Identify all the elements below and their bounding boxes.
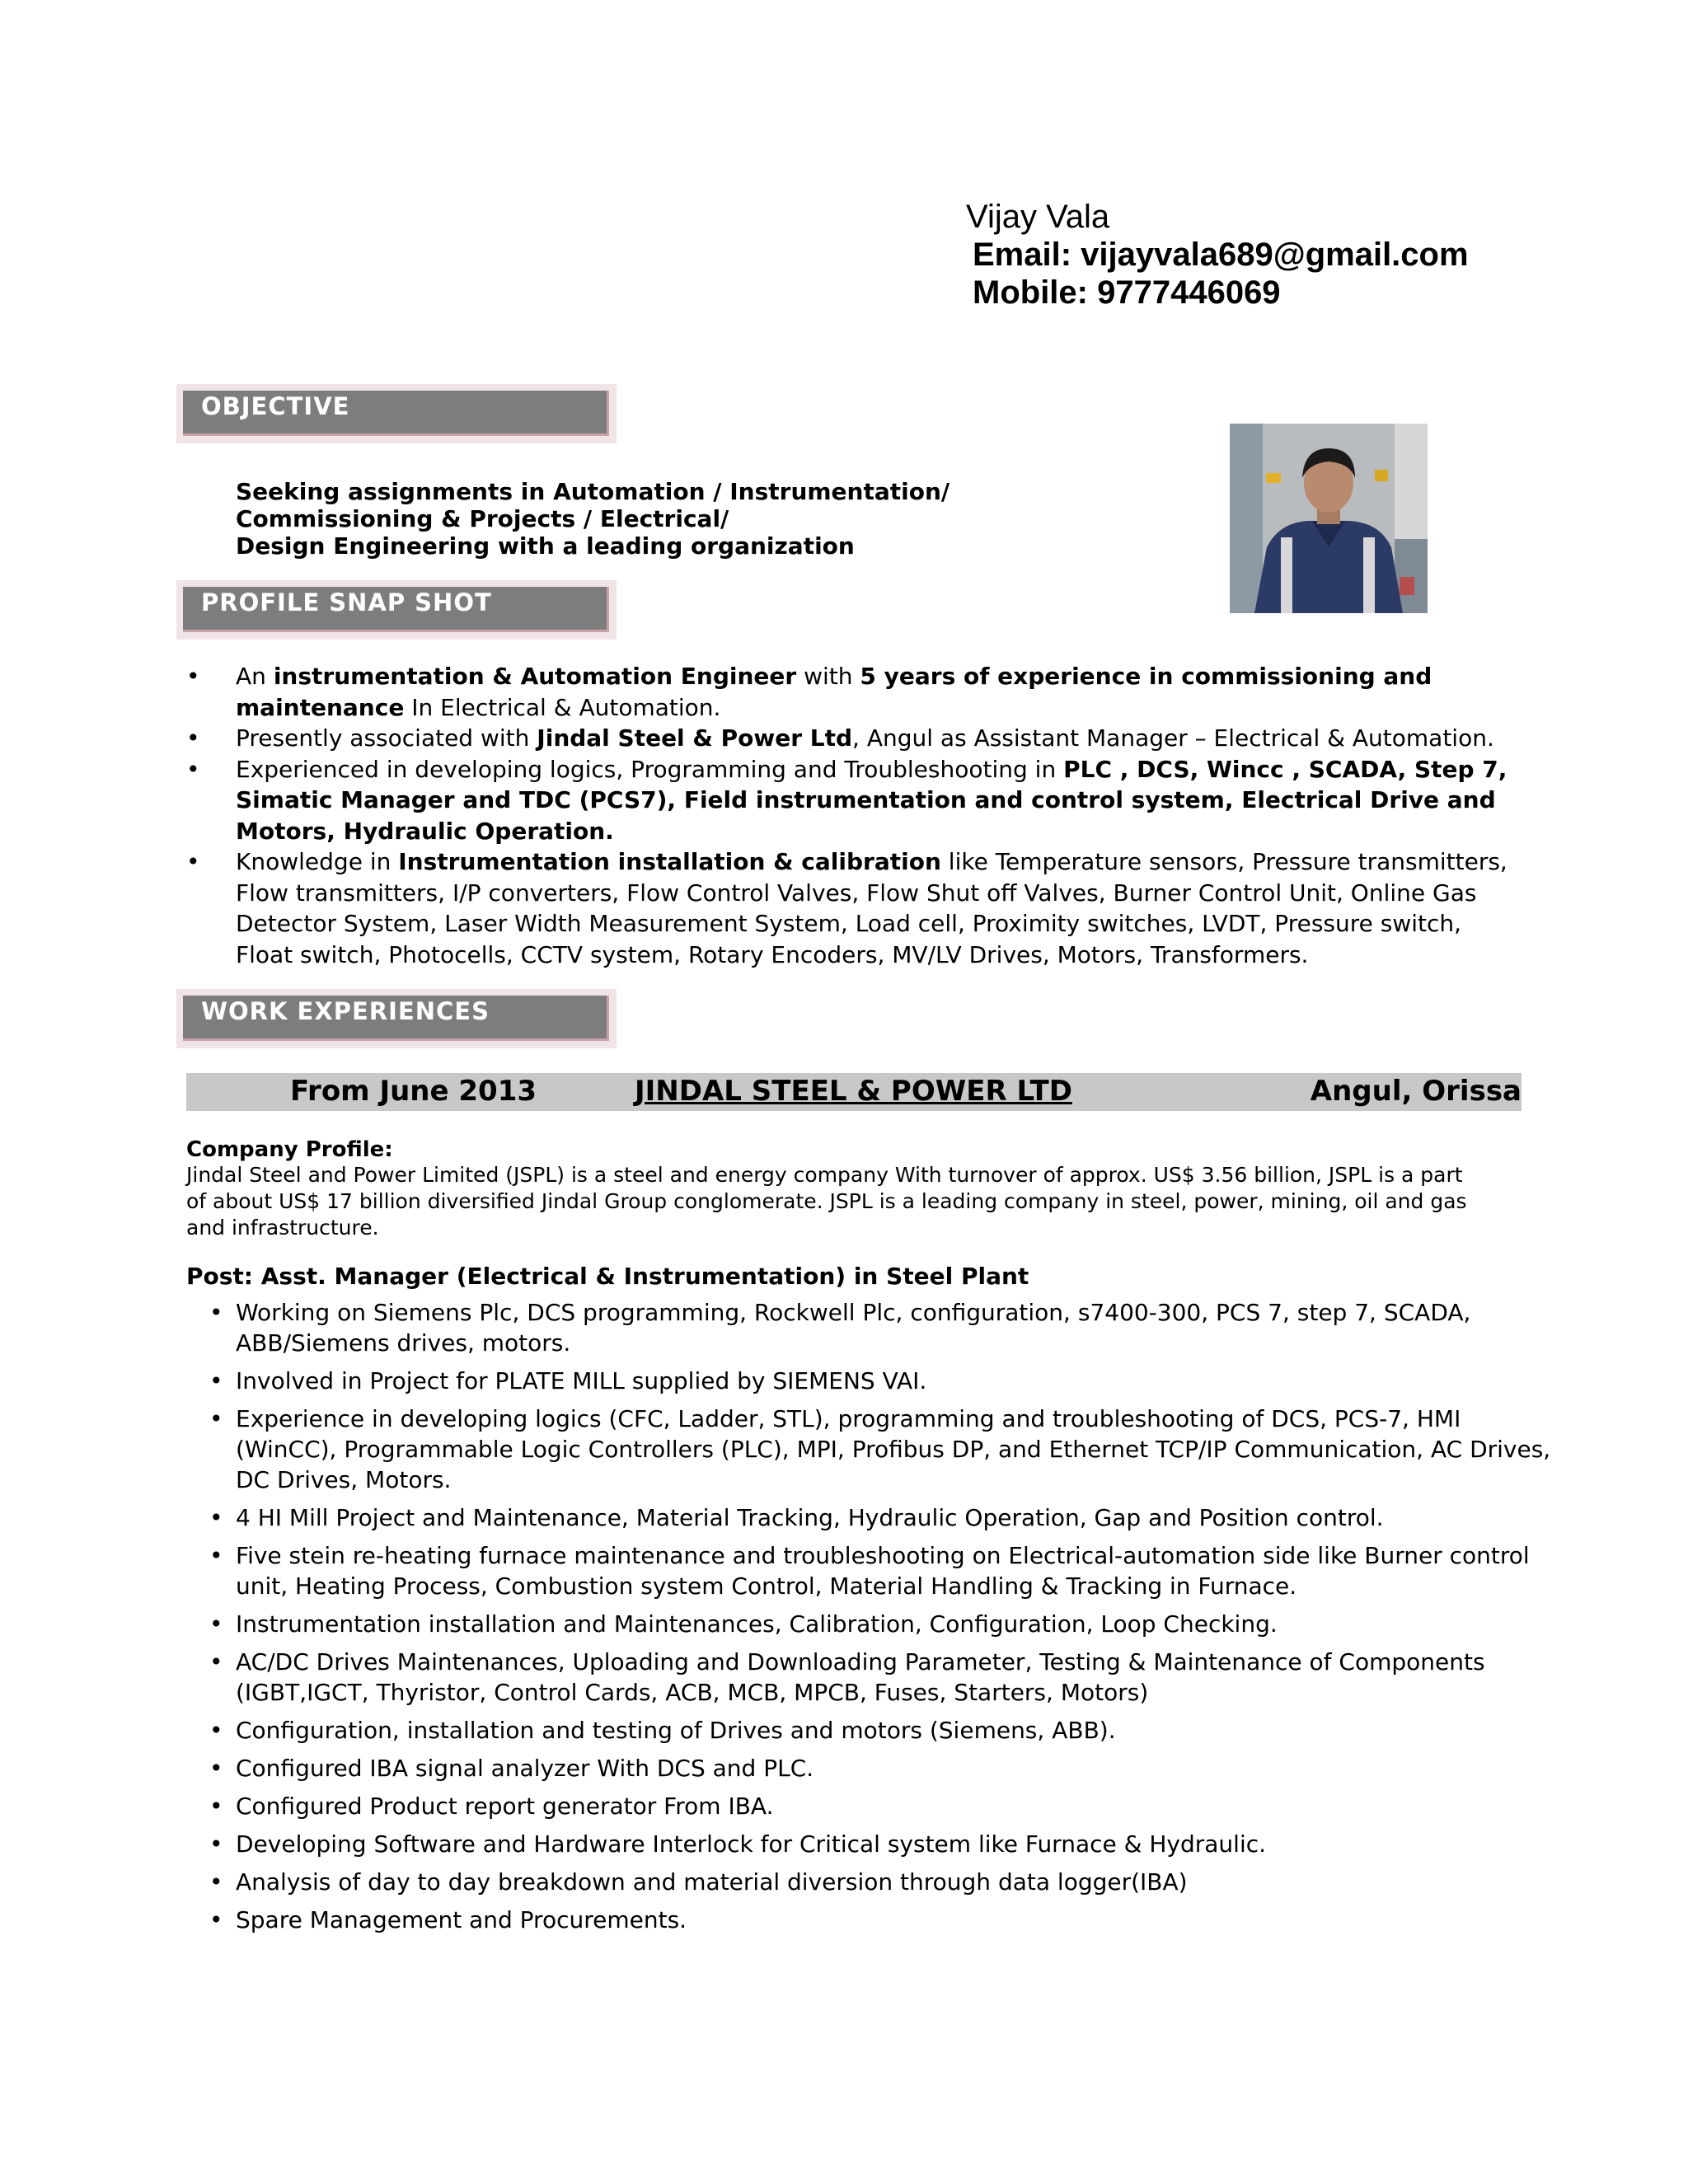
duty-item [186, 1715, 1554, 1746]
duty-item [186, 1905, 1554, 1935]
bullet-icon: • [209, 1542, 223, 1569]
duty-item [186, 1502, 1554, 1533]
employer-name: JINDAL STEEL & POWER LTD [635, 1075, 1072, 1108]
section-title: WORK EXPERIENCES [201, 997, 490, 1025]
bullet-text-run: Presently associated with [236, 724, 537, 752]
mobile-line: Mobile: 9777446069 [973, 274, 1281, 311]
bullet-text-run: Knowledge in [236, 848, 399, 875]
bullet-icon: • [209, 1610, 223, 1638]
duty-text: Configured Product report generator From IBA. [236, 1793, 774, 1820]
duty-text: Instrumentation installation and Maintenances, Calibration, Configuration, Loop Checking. [236, 1610, 1278, 1638]
duty-item [186, 1647, 1554, 1708]
employment-location: Angul, Orissa [1310, 1075, 1522, 1108]
profile-bullet-list [180, 661, 1515, 970]
bullet-text-run: Instrumentation installation & calibration [398, 848, 941, 875]
bullet-icon: • [209, 1868, 223, 1896]
bullet-icon: • [186, 663, 200, 690]
duty-item [186, 1867, 1554, 1897]
bullet-text-run: PLC , DCS, Wincc , SCADA, Step 7, Simatic Manager and TDC (PCS7), Field instrumentation and control system, Electrical Drive and Motors, Hydraulic Operation. [236, 755, 1507, 845]
profile-photo [1230, 424, 1428, 613]
profile-bullet [180, 754, 1515, 847]
duty-text: 4 HI Mill Project and Maintenance, Material Tracking, Hydraulic Operation, Gap and Position control. [236, 1504, 1384, 1531]
post-title: Post: Asst. Manager (Electrical & Instrumentation) in Steel Plant [186, 1263, 1029, 1290]
duty-text: Working on Siemens Plc, DCS programming, Rockwell Plc, configuration, s7400-300, PCS 7, step 7, SCADA, ABB/Siemens drives, motors. [236, 1299, 1471, 1357]
objective-line: Design Engineering with a leading organization [236, 532, 855, 560]
bullet-text-run: instrumentation & Automation Engineer [273, 663, 797, 690]
duty-item [186, 1540, 1554, 1601]
bullet-text-run: In Electrical & Automation. [404, 693, 721, 721]
bullet-text-run: with [796, 663, 860, 690]
section-header-work [176, 989, 617, 1048]
bullet-icon: • [186, 724, 200, 752]
bullet-icon: • [209, 1793, 223, 1820]
duty-item [186, 1404, 1554, 1495]
objective-line: Commissioning & Projects / Electrical/ [236, 505, 729, 532]
profile-bullet [180, 661, 1515, 723]
employment-strip [186, 1073, 1522, 1111]
duty-text: Configuration, installation and testing of Drives and motors (Siemens, ABB). [236, 1717, 1116, 1744]
bullet-icon: • [209, 1830, 223, 1858]
bullet-text-run: An [236, 663, 274, 690]
objective-line: Seeking assignments in Automation / Instrumentation/ [236, 478, 950, 505]
bullet-text-run: , Angul as Assistant Manager – Electrical & Automation. [852, 724, 1494, 752]
profile-bullet [180, 846, 1515, 970]
section-header-profile [176, 580, 617, 640]
duty-text: Spare Management and Procurements. [236, 1906, 687, 1933]
candidate-name: Vijay Vala [966, 199, 1110, 235]
duty-text: Configured IBA signal analyzer With DCS and PLC. [236, 1755, 814, 1782]
duty-item [186, 1297, 1554, 1358]
duty-item [186, 1366, 1554, 1396]
duty-text: Five stein re-heating furnace maintenance and troubleshooting on Electrical-automation side like Burner control unit, Heating Process, Combustion system Control, Material Handling & Tracking in Furnace. [236, 1542, 1530, 1600]
bullet-icon: • [186, 848, 200, 875]
bullet-icon: • [209, 1405, 223, 1432]
duty-text: Experience in developing logics (CFC, Ladder, STL), programming and troubleshooting of DCS, PCS-7, HMI (WinCC), Programmable Logic Controllers (PLC), MPI, Profibus DP, and Ethernet TCP/IP Communication, AC Drives, DC Drives, Motors. [236, 1405, 1551, 1493]
section-title: OBJECTIVE [201, 392, 350, 420]
bullet-text-run: Jindal Steel & Power Ltd [537, 724, 853, 752]
objective-text [236, 478, 978, 560]
bullet-icon: • [209, 1648, 223, 1675]
bullet-icon: • [209, 1504, 223, 1531]
bullet-text-run: Experienced in developing logics, Programming and Troubleshooting in [236, 755, 1064, 783]
duty-text: Analysis of day to day breakdown and material diversion through data logger(IBA) [236, 1868, 1188, 1896]
bullet-icon: • [209, 1906, 223, 1933]
duty-text: Involved in Project for PLATE MILL supplied by SIEMENS VAI. [236, 1367, 927, 1394]
bullet-icon: • [209, 1755, 223, 1782]
company-profile-text: Jindal Steel and Power Limited (JSPL) is a steel and energy company With turnover of approx. US$ 3.56 billion, JSPL is a part of about US$ 17 billion diversified Jindal Group conglomerate. JSPL is a leading company in steel, power, mining, oil and gas and infrastructure. [186, 1163, 1467, 1240]
email-line[interactable]: Email: vijayvala689@gmail.com [973, 237, 1469, 273]
bullet-text-run: 5 years of experience in commissioning and maintenance [236, 663, 1432, 721]
duty-item [186, 1791, 1554, 1821]
duty-item [186, 1829, 1554, 1859]
company-profile-title: Company Profile: [186, 1137, 393, 1162]
bullet-icon: • [186, 755, 200, 783]
bullet-icon: • [209, 1367, 223, 1394]
duties-list [186, 1297, 1554, 1943]
bullet-text-run: like Temperature sensors, Pressure transmitters, Flow transmitters, I/P converters, Flow Control Valves, Flow Shut off Valves, Burner Control Unit, Online Gas Detector System, Laser Width Measurement System, Load cell, Proximity switches, LVDT, Pressure switch, Float switch, Photocells, CCTV system, Rotary Encoders, MV/LV Drives, Motors, Transformers. [236, 848, 1507, 968]
section-header-objective [176, 384, 617, 443]
bullet-icon: • [209, 1299, 223, 1326]
duty-item [186, 1753, 1554, 1783]
employment-start: From June 2013 [290, 1075, 537, 1108]
profile-bullet [180, 723, 1515, 754]
contact-block [966, 198, 1469, 312]
duty-text: Developing Software and Hardware Interlock for Critical system like Furnace & Hydraulic. [236, 1830, 1267, 1858]
section-title: PROFILE SNAP SHOT [201, 588, 492, 616]
bullet-icon: • [209, 1717, 223, 1744]
duty-text: AC/DC Drives Maintenances, Uploading and Downloading Parameter, Testing & Maintenance of Components (IGBT,IGCT, Thyristor, Control Cards, ACB, MCB, MPCB, Fuses, Starters, Motors) [236, 1648, 1485, 1706]
duty-item [186, 1609, 1554, 1639]
